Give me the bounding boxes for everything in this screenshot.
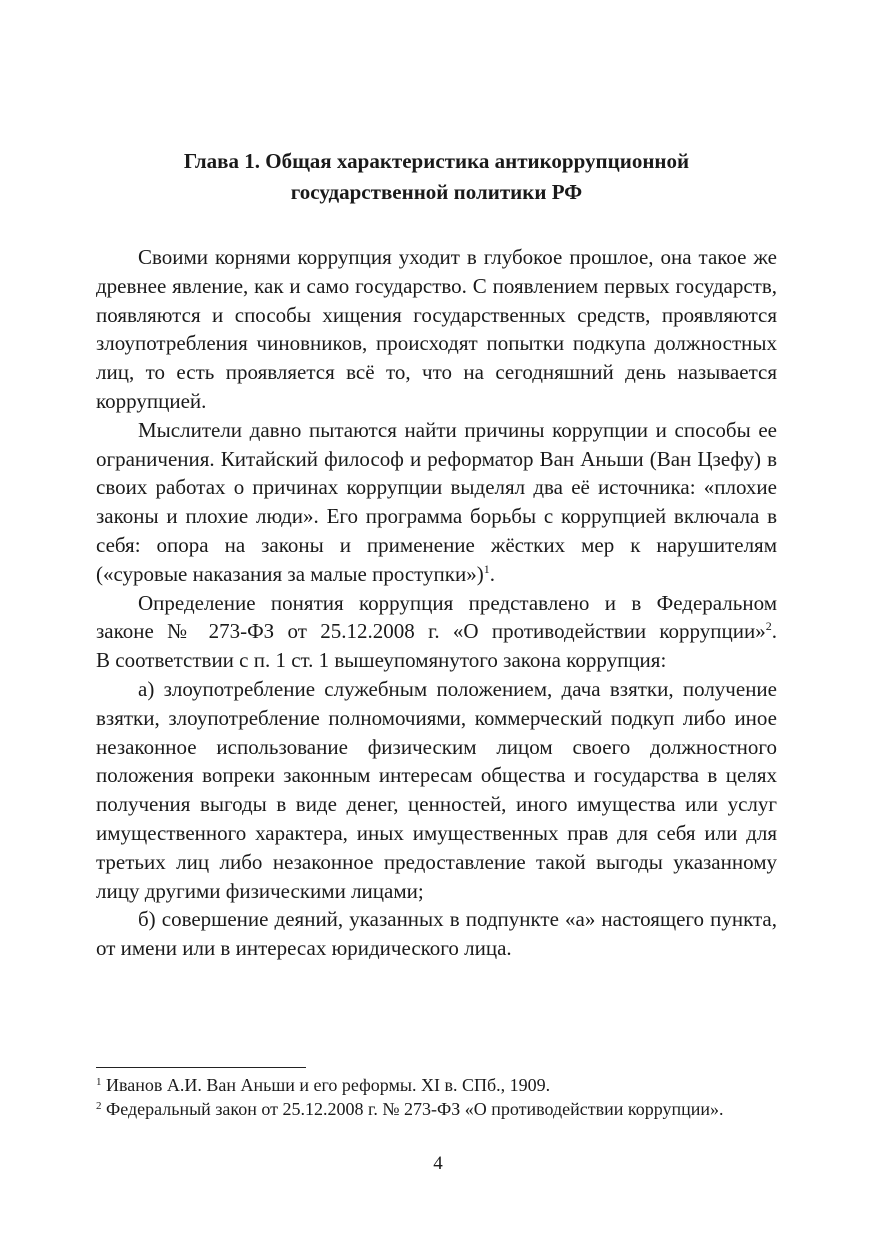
footnote-divider — [96, 1067, 306, 1068]
paragraph-text: б) совершение деяний, указанных в подпункте «а» настоящего пункта, от имени или в интересах юридического лица. — [96, 907, 777, 961]
paragraph-text: Мыслители давно пытаются найти причины коррупции и способы ее ограничения. Китайский философ и реформатор Ван Аньши (Ван Цзефу) в своих работах о причинах коррупции выделял два её источника: «плохие законы и плохие люди». Его программа борьбы с коррупцией включала в себя: опора на законы и применение жёстких мер к нарушителям («суровые наказания за малые проступки») — [96, 417, 777, 586]
chapter-title-line-1: Глава 1. Общая характеристика антикоррупционной — [183, 149, 690, 173]
period: . — [489, 561, 495, 586]
paragraph-text: В соответствии с п. 1 ст. 1 вышеупомянутого закона коррупция: — [96, 648, 667, 673]
paragraph — [96, 675, 777, 905]
footnote-2 — [96, 1097, 777, 1121]
paragraph — [96, 416, 777, 589]
paragraph-text: а) злоупотребление служебным положением, дача взятки, получение взятки, злоупотребление полномочиями, коммерческий подкуп либо иное незаконное использование физическим лицом своего должностного положения вопреки законным интересам общества и государства в целях получения выгоды в виде денег, ценностей, иного имущества или услуг имущественного характера, иных имущественных прав для себя или для третьих лиц либо незаконное предоставление такой выгоды указанному лицу другими физическими лицами; — [96, 676, 777, 903]
page-number: 4 — [433, 1153, 443, 1174]
chapter-title-line-2: государственной политики РФ — [290, 180, 583, 204]
footnote-ref-2[interactable]: 2 — [765, 619, 772, 634]
paragraph — [96, 646, 777, 675]
period: . — [771, 619, 777, 644]
paragraph — [96, 905, 777, 963]
footnote-ref-1[interactable]: 1 — [483, 561, 490, 576]
chapter-title — [96, 146, 777, 208]
paragraph-text: Определение понятия коррупция представлено и в Федеральном законе № 273-ФЗ от 25.12.2008 г. «О противодействии коррупции» — [96, 590, 777, 644]
footnote-text: Федеральный закон от 25.12.2008 г. № 273-ФЗ «О противодействии коррупции». — [106, 1099, 724, 1119]
footnote-1 — [96, 1073, 777, 1097]
paragraph-text: Своими корнями коррупция уходит в глубокое прошлое, она такое же древнее явление, как и само государство. С появлением первых государств, появляются и способы хищения государственных средств, проявляются злоупотребления чиновников, происходят попытки подкупа должностных лиц, то есть проявляется всё то, что на сегодняшний день называется коррупцией. — [96, 245, 777, 413]
footnote-text: Иванов А.И. Ван Аньши и его реформы. XI в. СПб., 1909. — [106, 1075, 551, 1095]
paragraph — [96, 589, 777, 647]
paragraph — [96, 243, 777, 416]
footnotes — [96, 1073, 777, 1121]
document-page — [96, 146, 777, 963]
footnote-marker: 1 — [96, 1076, 102, 1088]
footnote-marker: 2 — [96, 1100, 102, 1112]
